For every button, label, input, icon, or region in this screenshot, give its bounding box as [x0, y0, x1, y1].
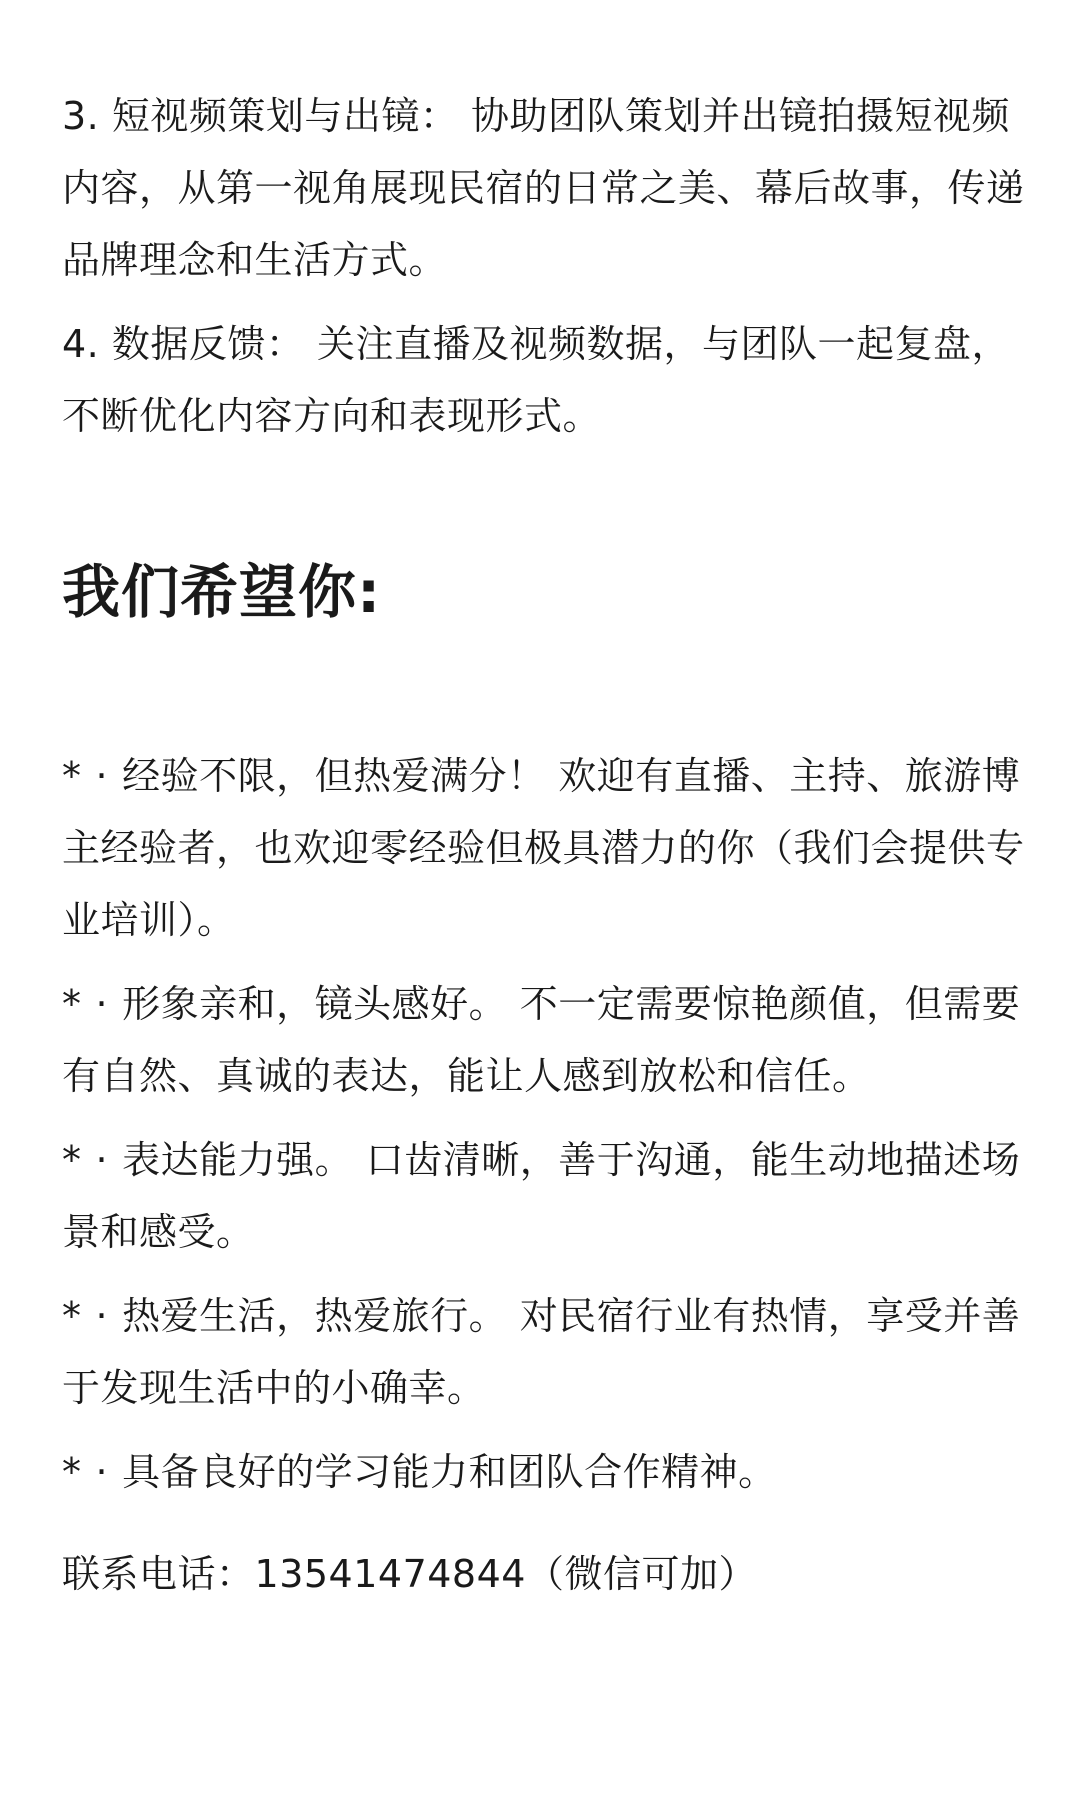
- duty-item-4: [62, 308, 1032, 452]
- requirement-title: 形象亲和，镜头感好。: [122, 982, 508, 1026]
- requirements-heading: 我们希望你:: [62, 558, 382, 626]
- duty-text: 关注直播及视频数据，与团队一起复盘，不断优化内容方向和表现形式。: [62, 322, 1010, 438]
- bullet-marker: *: [62, 1138, 82, 1182]
- contact-label: 联系电话：: [62, 1552, 255, 1596]
- requirement-text: 不一定需要惊艳颜值，但需要有自然、真诚的表达，能让人感到放松和信任。: [62, 982, 1021, 1098]
- bullet-marker: *: [62, 1450, 82, 1494]
- contact-note: （微信可加）: [525, 1552, 757, 1596]
- contact-phone[interactable]: 13541474844: [254, 1552, 526, 1596]
- requirement-text: 对民宿行业有热情，享受并善于发现生活中的小确幸。: [62, 1294, 1021, 1410]
- bullet-dot: ·: [95, 1294, 109, 1338]
- bullet-marker: *: [62, 754, 82, 798]
- bullet-marker: *: [62, 1294, 82, 1338]
- requirement-item: [62, 1280, 1032, 1424]
- bullet-dot: ·: [95, 1138, 109, 1182]
- requirement-item: [62, 968, 1032, 1112]
- requirement-item: [62, 1436, 1032, 1508]
- bullet-marker: *: [62, 982, 82, 1026]
- requirement-title: 热爱生活，热爱旅行。: [122, 1294, 508, 1338]
- requirement-text: 口齿清晰，善于沟通，能生动地描述场景和感受。: [62, 1138, 1021, 1254]
- bullet-dot: ·: [95, 982, 109, 1026]
- duty-text: 协助团队策划并出镜拍摄短视频内容，从第一视角展现民宿的日常之美、幕后故事，传递品牌理念和生活方式。: [62, 94, 1025, 282]
- duty-label: 4. 数据反馈：: [62, 322, 305, 366]
- requirement-title: 经验不限，但热爱满分！: [122, 754, 546, 798]
- requirement-item: [62, 1124, 1032, 1268]
- bullet-dot: ·: [95, 754, 109, 798]
- requirement-title: 具备良好的学习能力和团队合作精神。: [122, 1450, 777, 1494]
- bullet-dot: ·: [95, 1450, 109, 1494]
- requirement-text: 欢迎有直播、主持、旅游博主经验者，也欢迎零经验但极具潜力的你（我们会提供专业培训）。: [62, 754, 1025, 942]
- contact-line: [62, 1538, 1032, 1610]
- duty-item-3: [62, 80, 1032, 296]
- requirement-item: [62, 740, 1032, 956]
- article-body: [62, 80, 1032, 1648]
- duty-label: 3. 短视频策划与出镜：: [62, 94, 459, 138]
- requirement-title: 表达能力强。: [122, 1138, 354, 1182]
